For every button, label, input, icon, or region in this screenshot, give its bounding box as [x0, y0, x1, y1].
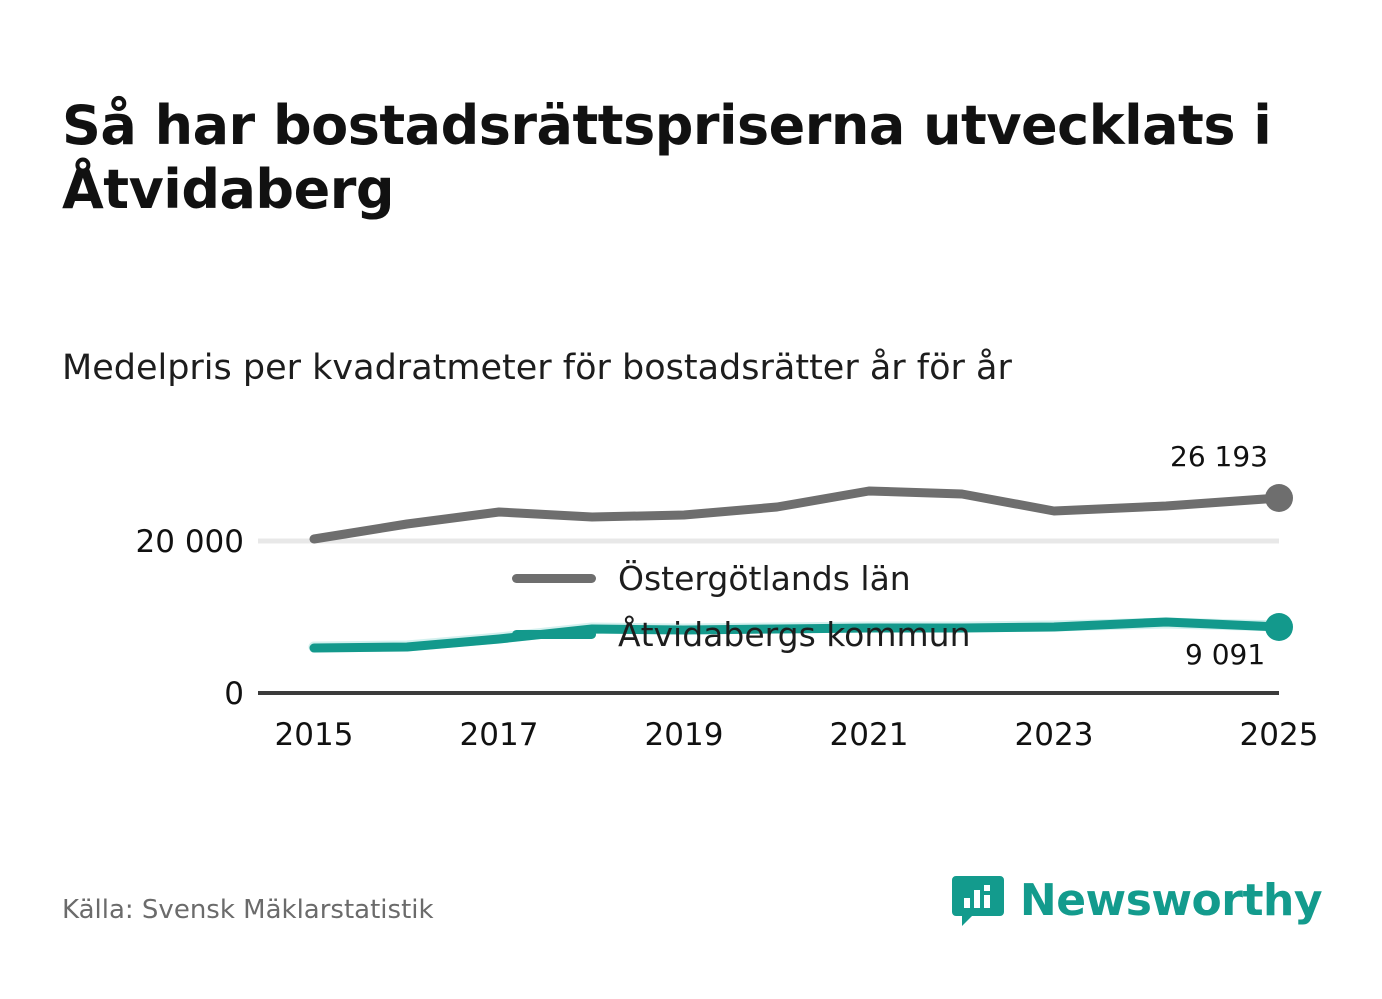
endpoint-marker-atvidabergs-kommun — [1265, 613, 1293, 641]
value-label-ostergotlands-lan: 26 193 — [1170, 440, 1268, 473]
x-tick-label-2017: 2017 — [459, 717, 539, 753]
x-tick-label-2019: 2019 — [644, 717, 724, 753]
legend-label-ostergotlands-lan: Östergötlands län — [618, 558, 911, 598]
endpoint-marker-ostergotlands-lan — [1265, 484, 1293, 512]
newsworthy-logo-icon — [950, 872, 1006, 928]
brand-name: Newsworthy — [1019, 874, 1322, 926]
x-tick-label-2023: 2023 — [1014, 717, 1094, 753]
legend-swatch-ostergotlands-lan — [512, 574, 596, 583]
y-tick-label-0: 0 — [224, 676, 244, 712]
x-tick-label-2025: 2025 — [1239, 717, 1319, 753]
page-title: Så har bostadsrättspriserna utvecklats i Åtvidaberg — [62, 94, 1272, 221]
chart-legend — [512, 550, 1132, 662]
legend-item-ostergotlands-lan — [512, 550, 1132, 606]
chart-subtitle: Medelpris per kvadratmeter för bostadsrätter år för år — [62, 348, 1012, 388]
line-chart — [62, 410, 1320, 770]
legend-label-atvidabergs-kommun: Åtvidabergs kommun — [618, 614, 971, 654]
source-note: Källa: Svensk Mäklarstatistik — [62, 895, 434, 925]
x-tick-label-2015: 2015 — [274, 717, 354, 753]
brand-logo — [950, 872, 1322, 928]
legend-swatch-atvidabergs-kommun — [512, 630, 596, 639]
x-tick-label-2021: 2021 — [829, 717, 909, 753]
series-line-ostergotlands-lan — [314, 491, 1279, 539]
legend-item-atvidabergs-kommun — [512, 606, 1132, 662]
y-tick-label-20000: 20 000 — [135, 524, 244, 560]
value-label-atvidabergs-kommun: 9 091 — [1185, 638, 1266, 671]
